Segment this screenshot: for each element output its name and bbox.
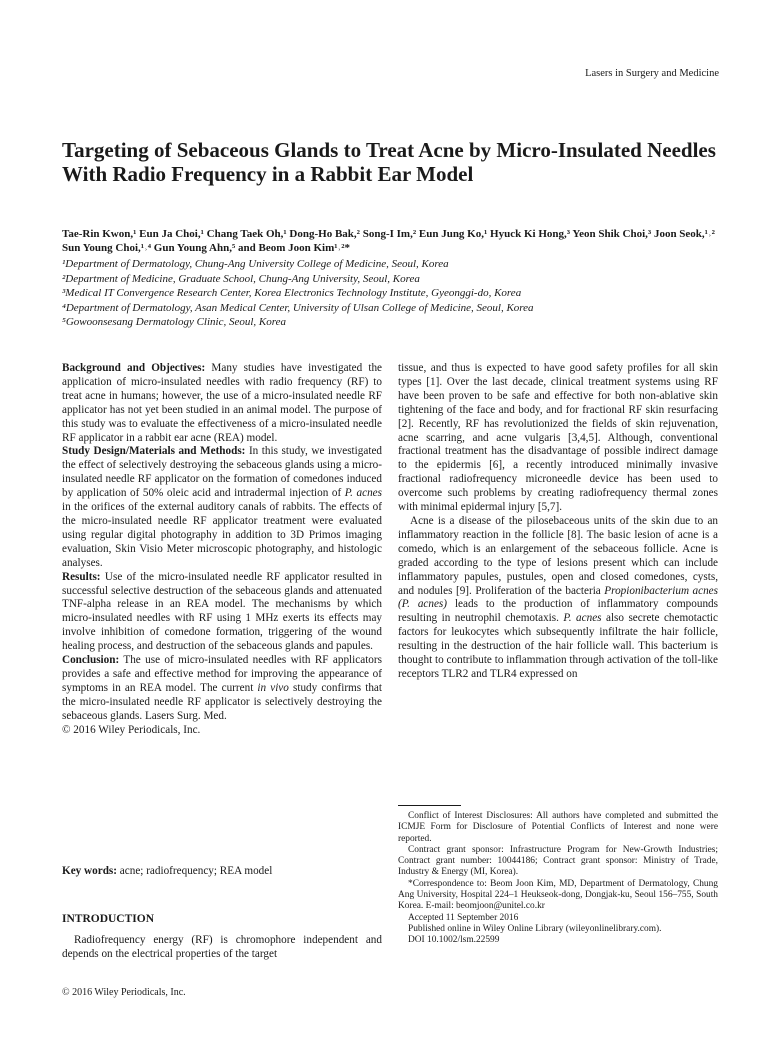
journal-header: Lasers in Surgery and Medicine <box>585 68 719 79</box>
abstract-conclusion <box>62 654 382 724</box>
footnote-grant: Contract grant sponsor: Infrastructure Program for New-Growth Industries; Contract grant number: 10044186; Contract grant sponsor: Ministry of Trade, Industry & Energy (MI, Korea). <box>398 844 718 878</box>
affiliations <box>62 257 722 330</box>
body-right-column <box>398 362 718 682</box>
abstract <box>62 362 382 737</box>
footnote-published: Published online in Wiley Online Library (wileyonlinelibrary.com). <box>408 923 662 934</box>
para2-text-c: also secrete chemotactic factors for leukocytes which subsequently infiltrate the hair follicle, resulting in the destruction of the hair follicle wall. This bacterium is thought to contribute to inflammation through activation of the toll-like receptors TLR2 and TLR4 expressed on <box>398 612 718 680</box>
footnote-conflict: Conflict of Interest Disclosures: All authors have completed and submitted the ICMJE Form for Disclosure of Potential Conflicts of Interest and none were reported. <box>398 811 718 844</box>
para2-italic-1: Propionibacterium acnes (P. acnes) <box>398 584 719 611</box>
methods-text-1: In this study, we investigated the effect of selectively destroying the sebaceous glands using a micro-insulated needle RF applicator on the formation of comedones induced by application of 50% oleic acid and intradermal injection of <box>62 445 383 500</box>
conclusion-label: Conclusion: <box>62 654 120 667</box>
introduction-heading: INTRODUCTION <box>62 913 155 925</box>
abstract-copyright: © 2016 Wiley Periodicals, Inc. <box>62 723 201 736</box>
footnote-divider <box>398 805 461 806</box>
keywords-label: Key words: <box>62 865 117 877</box>
footnote-accepted: Accepted 11 September 2016 <box>408 912 519 923</box>
affiliation-4: ⁴Department of Dermatology, Asan Medical Center, University of Ulsan College of Medicine, Seoul, Korea <box>62 301 534 314</box>
author-list: Tae-Rin Kwon,¹ Eun Ja Choi,¹ Chang Taek Oh,¹ Dong-Ho Bak,² Song-I Im,² Eun Jung Ko,¹ Hyuck Ki Hong,³ Yeon Shik Choi,³ Joon Seok,¹˒² Sun Young Choi,¹˒⁴ Gun Young Ahn,⁵ and Beom Joon Kim¹˒²* <box>62 228 715 254</box>
page-footer-copyright: © 2016 Wiley Periodicals, Inc. <box>62 987 186 998</box>
abstract-background <box>62 362 382 445</box>
background-label: Background and Objectives: <box>62 362 206 374</box>
article-title: Targeting of Sebaceous Glands to Treat Acne by Micro-Insulated Needles With Radio Frequency in a Rabbit Ear Model <box>62 138 716 186</box>
results-text: Use of the micro-insulated needle RF applicator resulted in successful selective destruction of the sebaceous glands and attenuated TNF-alpha release in an REA model. The mechanisms by which micro-insulated needles with RF using 1 MHz exerts its effects may involve inhibition of comedone formation, triggering of the wound healing process, and destruction of the sebaceous glands and papules. <box>62 570 383 653</box>
footnote-doi: DOI 10.1002/lsm.22599 <box>408 935 500 946</box>
keywords <box>62 865 382 877</box>
affiliation-3: ³Medical IT Convergence Research Center, Korea Electronics Technology Institute, Gyeonggi-do, Korea <box>62 287 522 300</box>
background-text: Many studies have investigated the application of micro-insulated needles with radio frequency (RF) to treat acne in humans; however, the use of a micro-insulated needle RF applicator has not yet been studied in an animal model. The purpose of this study was to evaluate the effectiveness of a micro-insulated needle RF applicator in a rabbit ear acne (REA) model. <box>62 362 383 444</box>
keywords-text: acne; radiofrequency; REA model <box>119 865 273 877</box>
introduction-text: Radiofrequency energy (RF) is chromophore independent and depends on the electrical properties of the target <box>62 934 382 960</box>
methods-italic: P. acnes <box>344 487 383 500</box>
conclusion-italic: in vivo <box>257 681 289 694</box>
body-paragraph-2 <box>398 515 718 682</box>
para2-text-a: Acne is a disease of the pilosebaceous units of the skin due to an inflammatory reaction in the follicle [8]. The basic lesion of acne is a comedo, which is an enlargement of the sebaceous follicle. Acne is graded according to the type of lesions present which can include inflammatory papules, pustules, open and closed comedones, cysts, and nodules [9]. Proliferation of the bacteria <box>398 514 718 597</box>
footnotes <box>398 811 718 947</box>
affiliation-2: ²Department of Medicine, Graduate School, Chung-Ang University, Seoul, Korea <box>62 272 420 285</box>
para2-italic-2: P. acnes <box>563 612 602 625</box>
results-label: Results: <box>62 570 101 583</box>
body-paragraph-1: tissue, and thus is expected to have good safety profiles for all skin types [1]. Over the last decade, clinical treatment systems using RF have been proven to be safe and effective for both non-ablative skin tightening of the face and body, and for fractional RF skin resurfacing [2]. Recently, RF has revolutionized the fields of skin rejuvenation, acne scarring, and acne vulgaris [3,4,5]. Although, conventional fractional treatment has the disadvantage of possible indirect damage to the epidermis [6], a recently introduced minimally invasive fractional radiofrequency microneedle device has been used to overcome such problems by creating radiofrequency thermal zones with minimal epidermal injury [5,7]. <box>398 362 718 514</box>
abstract-methods <box>62 445 382 570</box>
methods-text-2: in the orifices of the external auditory canals of rabbits. The effects of the micro-insulated needle RF applicator treatment were evaluated using regular digital photography in addition to 3D Primos imaging evaluation, Skin Visio Meter microscopic photography, and histologic analyses. <box>62 501 382 569</box>
conclusion-text-2: study confirms that the micro-insulated needle RF applicator is selectively destroying the sebaceous glands. Lasers Surg. Med. <box>62 681 382 722</box>
affiliation-1: ¹Department of Dermatology, Chung-Ang University College of Medicine, Seoul, Korea <box>62 258 449 270</box>
conclusion-text-1: The use of micro-insulated needles with RF applicators provides a safe and effective method for improving the appearance of symptoms in an REA model. The current <box>62 654 382 694</box>
methods-label: Study Design/Materials and Methods: <box>62 445 246 458</box>
affiliation-5: ⁵Gowoonsesang Dermatology Clinic, Seoul, Korea <box>62 316 287 329</box>
abstract-results <box>62 571 382 654</box>
footnote-correspondence: *Correspondence to: Beom Joon Kim, MD, Department of Dermatology, Chung Ang University, Hospital 224–1 Heukseok-dong, Dongjak-ku, Seoul 156–755, South Korea. E-mail: beomjoon@unitel.co.kr <box>398 878 718 912</box>
para2-text-b: leads to the production of inflammatory compounds resulting in neutrophil chemotaxis. <box>398 598 718 625</box>
